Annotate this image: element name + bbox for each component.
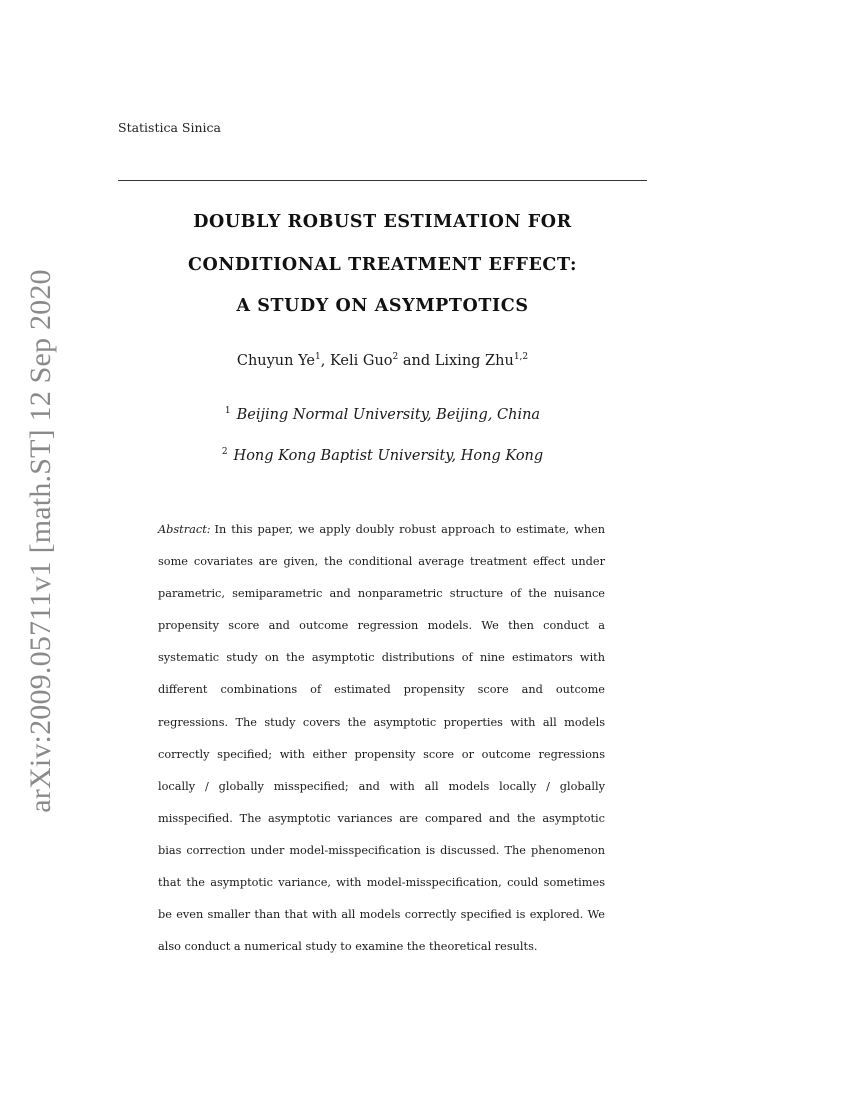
- abstract-text: In this paper, we apply doubly robust approach to estimate, when some covariates are given, the conditional average treatment effect under parametric, semiparametric and nonparametric structure of the nuisance propensity score and outcome regression models. We then conduct a systematic study on the asymptotic distributions of nine estimators with different combinations of estimated propensity score and outcome regressions. The study covers the asymptotic properties with all models correctly specified; with either propensity score or outcome regressions locally / globally misspecified; and with all models locally / globally misspecified. The asymptotic variances are compared and the asymptotic bias correction under model-misspecification is discussed. The phenomenon that the asymptotic variance, with model-misspecification, could sometimes be even smaller than that with all models correctly specified is explored. We also conduct a numerical study to examine the theoretical results.: [158, 523, 605, 954]
- affiliation-text: Hong Kong Baptist University, Hong Kong: [233, 447, 544, 464]
- author-affiliation-mark: 1: [315, 352, 321, 362]
- author-list: [118, 352, 647, 369]
- arxiv-identifier: arXiv:2009.05711v1 [math.ST] 12 Sep 2020: [24, 269, 57, 813]
- affiliation: [118, 447, 647, 464]
- author-affiliation-mark: 2: [392, 352, 399, 362]
- affiliation-mark: 2: [221, 447, 228, 457]
- paper-title-line-1: DOUBLY ROBUST ESTIMATION FOR: [193, 212, 572, 232]
- author-affiliation-mark: 1,2: [513, 352, 529, 362]
- affiliation-mark: 1: [224, 406, 231, 416]
- abstract: [158, 514, 605, 963]
- author-name: Chuyun Ye: [236, 352, 315, 369]
- affiliation: [118, 406, 647, 423]
- author-separator: ,: [320, 352, 330, 369]
- author-name: Lixing Zhu: [434, 352, 514, 369]
- journal-name: Statistica Sinica: [118, 120, 221, 135]
- author-separator: and: [398, 352, 435, 369]
- abstract-label: Abstract:: [158, 523, 211, 536]
- author-name: Keli Guo: [329, 352, 393, 369]
- paper-title-line-3: A STUDY ON ASYMPTOTICS: [236, 296, 529, 316]
- paper-title-line-2: CONDITIONAL TREATMENT EFFECT:: [187, 255, 578, 275]
- affiliation-text: Beijing Normal University, Beijing, China: [236, 406, 541, 423]
- header-rule: [118, 180, 647, 181]
- arxiv-stamp: [0, 0, 60, 1100]
